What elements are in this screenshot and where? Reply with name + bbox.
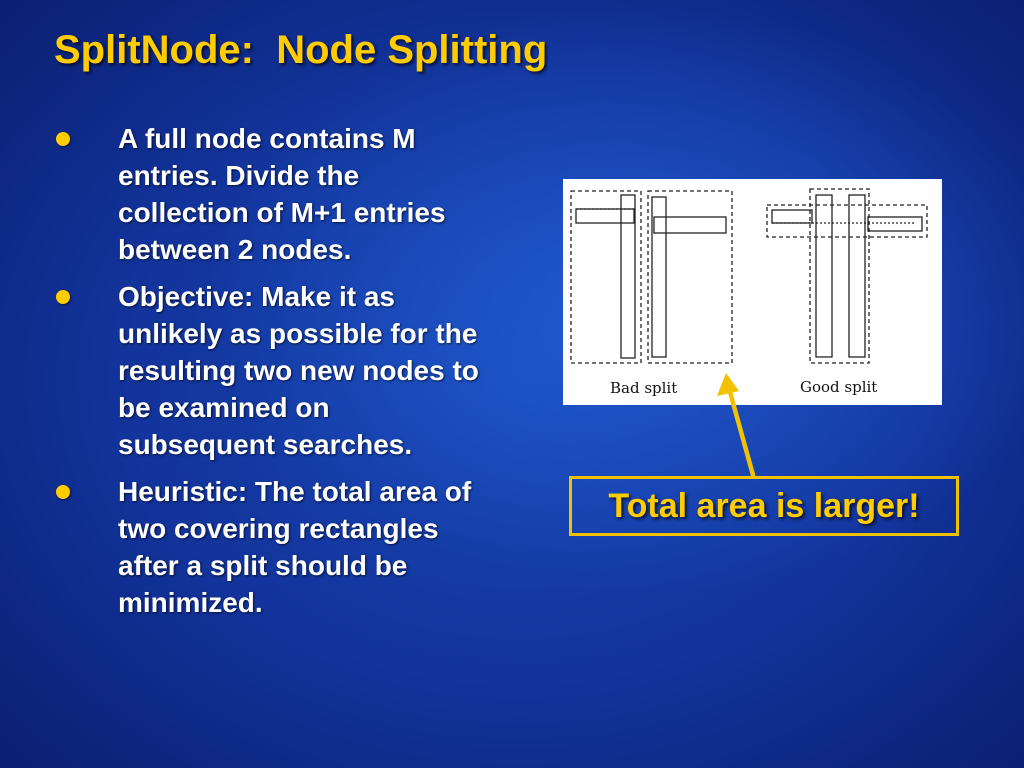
good-split-vertical-rect xyxy=(849,195,865,357)
bad-split-horizontal-rect xyxy=(654,217,726,233)
bullet-item xyxy=(54,473,494,621)
bad-split-bounding-box-left xyxy=(571,191,641,363)
bullet-item xyxy=(54,120,494,268)
bullet-dot-icon xyxy=(56,132,70,146)
good-split-drawing xyxy=(767,189,927,363)
pointer-arrow-icon xyxy=(700,370,770,480)
bullet-text: Heuristic: The total area of two covering rectangles after a split should be minimized. xyxy=(118,476,472,618)
bullet-dot-icon xyxy=(56,290,70,304)
good-split-vertical-rect xyxy=(816,195,832,357)
callout-text: Total area is larger! xyxy=(608,486,920,525)
bad-split-vertical-rect xyxy=(621,195,635,358)
good-split-caption: Good split xyxy=(800,378,878,396)
good-split-bounding-box-vertical xyxy=(810,189,869,363)
bullet-text: A full node contains M entries. Divide the collection of M+1 entries between 2 nodes. xyxy=(118,123,446,265)
callout-box xyxy=(569,476,959,536)
bad-split-drawing xyxy=(571,191,732,363)
good-split-horizontal-rect xyxy=(772,210,812,223)
good-split-horizontal-rect xyxy=(868,217,922,231)
bad-split-caption: Bad split xyxy=(610,379,678,397)
bad-split-horizontal-rect xyxy=(576,209,634,223)
bullet-list xyxy=(54,120,494,631)
bullet-dot-icon xyxy=(56,485,70,499)
slide-title: SplitNode: Node Splitting xyxy=(54,28,548,72)
bullet-text: Objective: Make it as unlikely as possible for the resulting two new nodes to be examined on subsequent searches. xyxy=(118,281,479,460)
bullet-item xyxy=(54,278,494,463)
